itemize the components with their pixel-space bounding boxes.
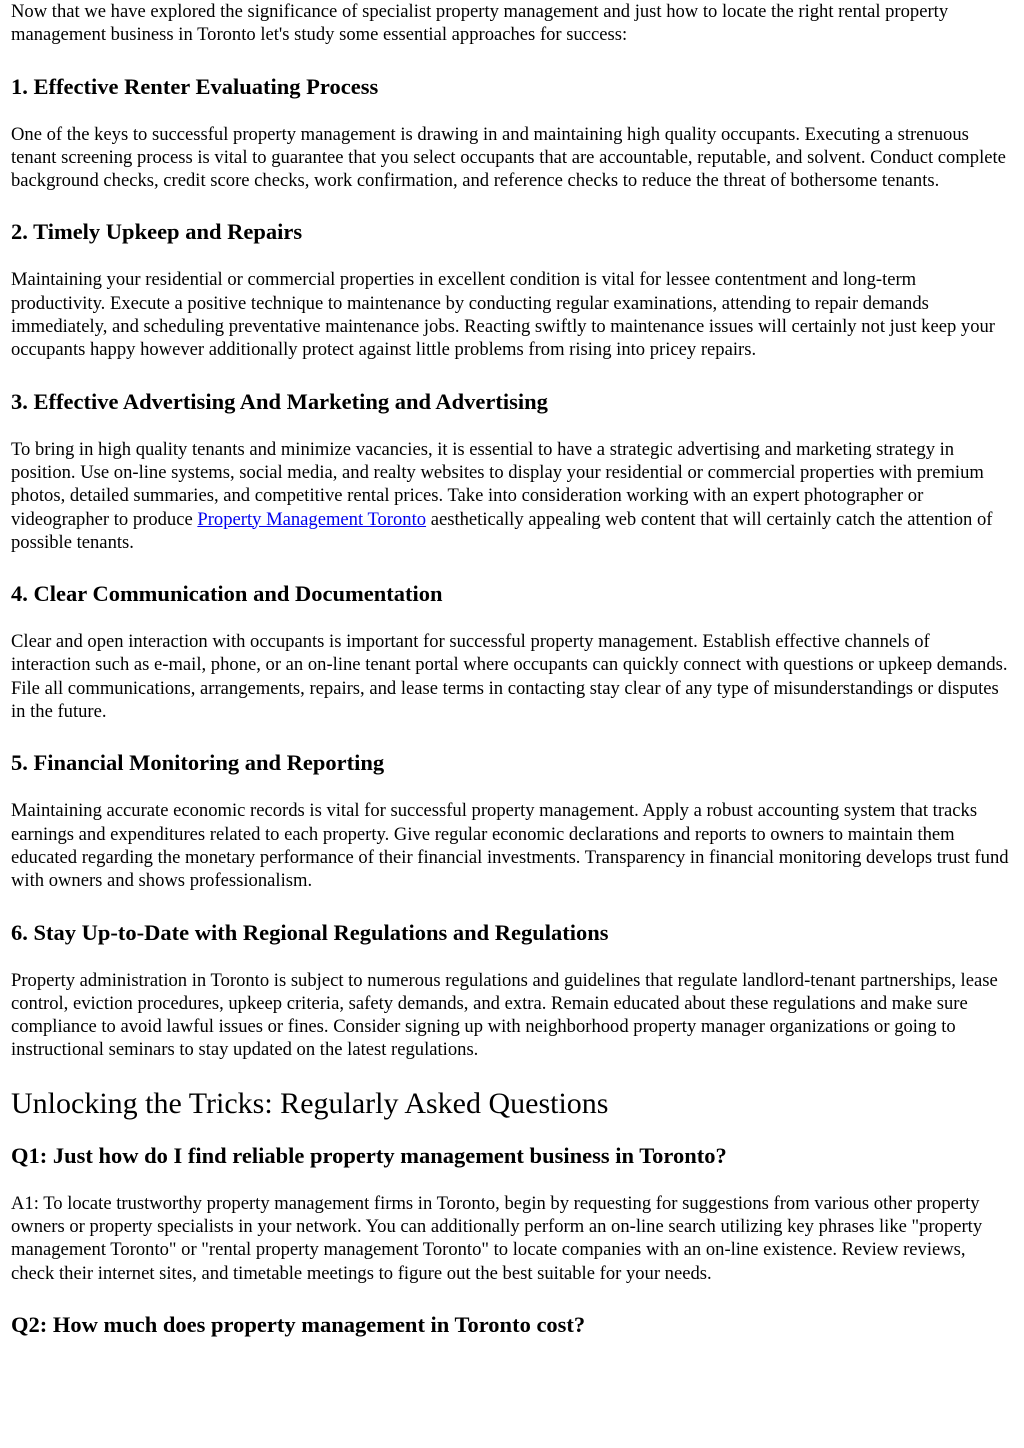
advertising-text-after-link: aesthetically appealing web content that will certainly catch the attention of possible tenants. (11, 508, 993, 553)
section-body-tenant-screening: One of the keys to successful property management is drawing in and maintaining high quality occupants. Executing a strenuous tenant screening process is vital to guarantee that you select occupants that are accountable, reputable, and solvent. Conduct complete background checks, credit score checks, work confirmation, and reference checks to reduce the threat of bothersome tenants. (11, 123, 1006, 192)
section-heading-regulations: 6. Stay Up-to-Date with Regional Regulations and Regulations (11, 919, 609, 945)
section-body-regulations: Property administration in Toronto is subject to numerous regulations and guidelines that regulate landlord-tenant partnerships, lease control, eviction procedures, upkeep criteria, safety demands, and extra. Remain educated about these regulations and make sure compliance to avoid lawful issues or fines. Consider signing up with neighborhood property manager organizations or going to instructional seminars to stay updated on the latest regulations. (11, 969, 998, 1061)
advertising-text-before-link: To bring in high quality tenants and minimize vacancies, it is essential to have a strategic advertising and marketing strategy in position. Use on-line systems, social media, and realty websites to display your residential or commercial properties with premium photos, detailed summaries, and competitive rental prices. Take into consideration working with an expert photographer or videographer to produce (11, 438, 984, 530)
faq-question-1: Q1: Just how do I find reliable property management business in Toronto? (11, 1142, 727, 1168)
section-heading-tenant-screening: 1. Effective Renter Evaluating Process (11, 73, 379, 99)
section-body-communication: Clear and open interaction with occupants is important for successful property management. Establish effective channels of interaction such as e-mail, phone, or an on-line tenant portal where occupants can quickly connect with questions or upkeep demands. File all communications, arrangements, repairs, and lease terms in contacting stay clear of any type of misunderstandings or disputes in the future. (11, 631, 1008, 723)
section-body-advertising (11, 438, 1013, 554)
faq-answer-1: A1: To locate trustworthy property management firms in Toronto, begin by requesting for suggestions from various other property owners or property specialists in your network. You can additionally perform an on-line search utilizing key phrases like "property management Toronto" or "rental property management Toronto" to locate companies with an on-line existence. Review reviews, check their internet sites, and timetable meetings to figure out the best suitable for your needs. (11, 1192, 983, 1284)
faq-question-2: Q2: How much does property management in Toronto cost? (11, 1311, 586, 1337)
property-management-toronto-link[interactable]: Property Management Toronto (197, 508, 427, 530)
section-heading-financial: 5. Financial Monitoring and Reporting (11, 750, 385, 776)
intro-paragraph: Now that we have explored the significance of specialist property management and just how to locate the right rental property management business in Toronto let's study some essential approaches for success: (11, 1, 949, 46)
section-heading-advertising: 3. Effective Advertising And Marketing and Advertising (11, 388, 548, 414)
faq-title: Unlocking the Tricks: Regularly Asked Questions (11, 1086, 609, 1120)
section-body-upkeep-repairs: Maintaining your residential or commercial properties in excellent condition is vital for lessee contentment and long-term productivity. Execute a positive technique to maintenance by conducting regular examinations, attending to repair demands immediately, and scheduling preventative maintenance jobs. Reacting swiftly to maintenance issues will certainly not just keep your occupants happy however additionally protect against little problems from rising into pricey repairs. (11, 269, 995, 361)
section-body-financial: Maintaining accurate economic records is vital for successful property management. Apply a robust accounting system that tracks earnings and expenditures related to each property. Give regular economic declarations and reports to owners to maintain them educated regarding the monetary performance of their financial investments. Transparency in financial monitoring develops trust fund with owners and shows professionalism. (11, 800, 1009, 892)
section-heading-upkeep-repairs: 2. Timely Upkeep and Repairs (11, 219, 303, 245)
section-heading-communication: 4. Clear Communication and Documentation (11, 581, 443, 607)
